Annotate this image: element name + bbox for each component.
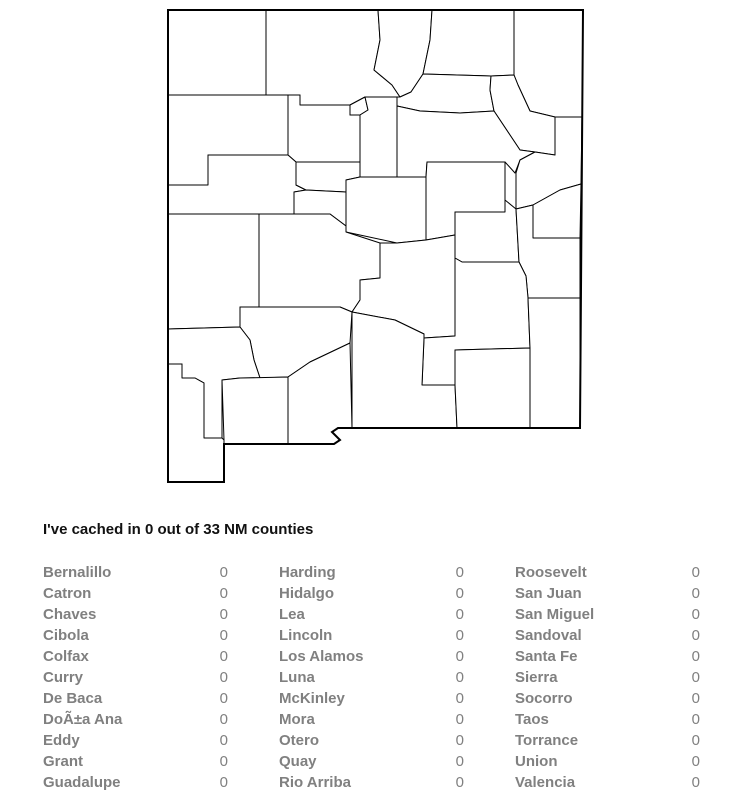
county-row	[515, 772, 700, 793]
county-name: Cibola	[43, 627, 89, 644]
county-row	[279, 667, 464, 688]
county-name: Sandoval	[515, 627, 582, 644]
county-count: 0	[691, 564, 700, 581]
county-count: 0	[455, 753, 464, 770]
county-row	[43, 562, 228, 583]
county-row	[43, 646, 228, 667]
county-name: Eddy	[43, 732, 80, 749]
county-row	[43, 667, 228, 688]
county-row	[279, 730, 464, 751]
county-count: 0	[219, 753, 228, 770]
county-count: 0	[219, 627, 228, 644]
county-count: 0	[455, 732, 464, 749]
county-row	[43, 772, 228, 793]
county-name: Los Alamos	[279, 648, 364, 665]
county-row	[515, 688, 700, 709]
county-row	[515, 562, 700, 583]
county-count: 0	[691, 627, 700, 644]
county-torrance[interactable]	[346, 177, 426, 243]
county-row	[515, 709, 700, 730]
county-name: Rio Arriba	[279, 774, 351, 791]
county-name: Valencia	[515, 774, 576, 791]
county-row	[515, 667, 700, 688]
county-row	[43, 583, 228, 604]
county-count: 0	[455, 585, 464, 602]
county-row	[515, 625, 700, 646]
county-count: 0	[455, 627, 464, 644]
county-count: 0	[219, 606, 228, 623]
county-column-3	[515, 562, 700, 793]
county-row	[43, 751, 228, 772]
county-row	[279, 709, 464, 730]
county-count: 0	[691, 774, 700, 791]
county-name: Torrance	[515, 732, 579, 749]
county-name: Taos	[515, 711, 549, 728]
county-count: 0	[219, 564, 228, 581]
county-name: Bernalillo	[43, 564, 112, 581]
county-name: Mora	[279, 711, 315, 728]
county-count: 0	[219, 669, 228, 686]
county-row	[43, 688, 228, 709]
county-count: 0	[219, 690, 228, 707]
summary-suffix: NM counties	[219, 521, 314, 538]
county-name: Harding	[279, 564, 336, 581]
county-row	[43, 709, 228, 730]
county-name: De Baca	[43, 690, 103, 707]
county-name: DoÃ±a Ana	[43, 711, 123, 728]
county-name: Lea	[279, 606, 305, 623]
county-name: Socorro	[515, 690, 573, 707]
county-row	[515, 604, 700, 625]
county-name: San Miguel	[515, 606, 595, 623]
county-count: 0	[219, 585, 228, 602]
county-name: Lincoln	[279, 627, 333, 644]
county-count: 0	[219, 711, 228, 728]
county-count: 0	[219, 648, 228, 665]
county-name: Catron	[43, 585, 92, 602]
county-column-1	[43, 562, 228, 793]
county-row	[515, 583, 700, 604]
county-name: Guadalupe	[43, 774, 121, 791]
county-count: 0	[455, 606, 464, 623]
county-row	[515, 730, 700, 751]
county-count: 0	[691, 690, 700, 707]
county-row	[279, 583, 464, 604]
county-name: Santa Fe	[515, 648, 578, 665]
county-name: Union	[515, 753, 558, 770]
county-name: San Juan	[515, 585, 582, 602]
county-row	[43, 625, 228, 646]
county-count: 0	[691, 753, 700, 770]
county-count: 0	[691, 606, 700, 623]
county-lea[interactable]	[528, 298, 580, 428]
county-count: 0	[455, 711, 464, 728]
county-sandoval[interactable]	[288, 95, 360, 162]
county-row	[279, 772, 464, 793]
summary-prefix: I've cached in	[43, 521, 145, 538]
county-luna[interactable]	[222, 377, 288, 444]
county-san-juan[interactable]	[168, 10, 266, 95]
county-count: 0	[219, 732, 228, 749]
county-name: Colfax	[43, 648, 89, 665]
county-name: McKinley	[279, 690, 345, 707]
county-row	[43, 730, 228, 751]
county-name: Roosevelt	[515, 564, 587, 581]
county-eddy[interactable]	[455, 348, 530, 428]
county-name: Grant	[43, 753, 84, 770]
county-name: Hidalgo	[279, 585, 334, 602]
county-count: 0	[691, 585, 700, 602]
county-row	[279, 688, 464, 709]
county-count: 0	[691, 732, 700, 749]
county-count: 0	[455, 690, 464, 707]
county-name: Luna	[279, 669, 315, 686]
county-row	[279, 646, 464, 667]
county-name: Chaves	[43, 606, 97, 623]
county-colfax[interactable]	[423, 10, 514, 76]
county-name: Sierra	[515, 669, 558, 686]
total-count: 33	[203, 521, 220, 538]
county-row	[279, 604, 464, 625]
county-row	[515, 646, 700, 667]
county-count: 0	[691, 711, 700, 728]
county-count: 0	[455, 564, 464, 581]
cached-summary	[43, 521, 313, 538]
cached-count: 0	[144, 521, 154, 538]
county-count: 0	[219, 774, 228, 791]
county-name: Quay	[279, 753, 317, 770]
county-row	[515, 751, 700, 772]
summary-middle: out of	[153, 521, 204, 538]
county-count: 0	[455, 774, 464, 791]
county-count: 0	[691, 648, 700, 665]
county-count: 0	[455, 669, 464, 686]
county-column-2	[279, 562, 464, 793]
county-row	[279, 751, 464, 772]
county-count: 0	[455, 648, 464, 665]
county-name: Curry	[43, 669, 84, 686]
county-row	[279, 625, 464, 646]
county-count: 0	[691, 669, 700, 686]
county-row	[43, 604, 228, 625]
county-name: Otero	[279, 732, 320, 749]
county-row	[279, 562, 464, 583]
